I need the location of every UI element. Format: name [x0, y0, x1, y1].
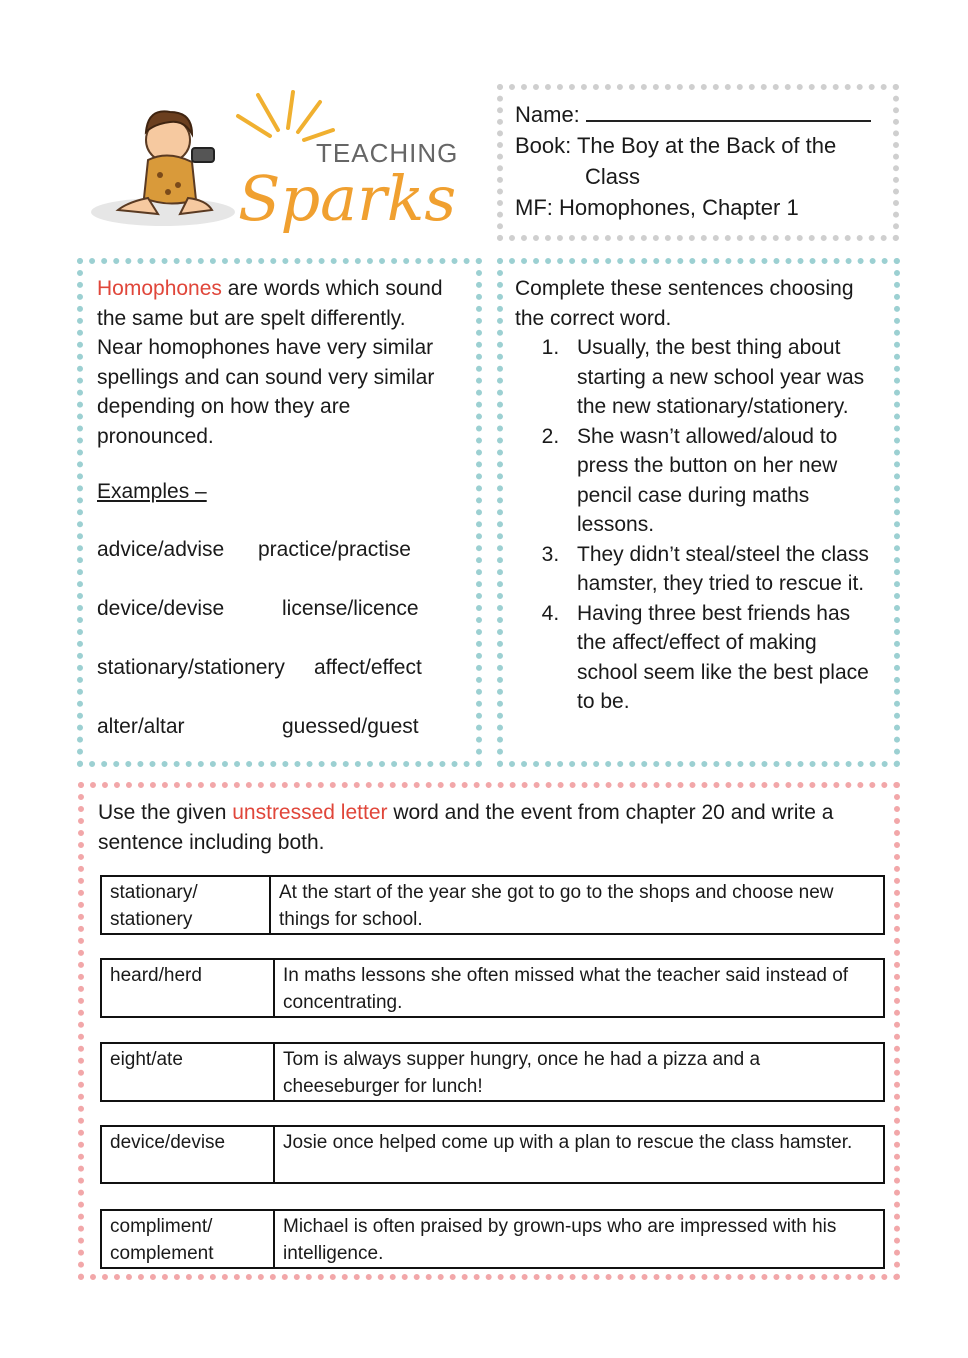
event-cell[interactable]: Michael is often praised by grown-ups who are impressed with his intelligence. — [274, 1210, 884, 1268]
definition-line: spellings and can sound very similar — [97, 365, 435, 389]
event-cell[interactable]: At the start of the year she got to go to the shops and choose new things for school. — [270, 876, 884, 934]
definition-line: Near homophones have very similar — [97, 336, 434, 359]
focus-title: MF: Homophones, Chapter 1 — [515, 195, 799, 220]
homophone-cell: compliment/ complement — [101, 1210, 274, 1268]
example-pair: advice/advise practice/practise — [97, 537, 411, 561]
sentence-exercise-box — [497, 258, 900, 767]
task-instructions: Use the given unstressed letter word and the event from chapter 20 and write a sentence including both. — [98, 801, 834, 854]
example-pair: alter/altar guessed/guest — [97, 714, 419, 738]
book-title-continued: Class — [585, 164, 641, 189]
event-cell[interactable]: In maths lessons she often missed what the teacher said instead of concentrating. — [274, 959, 884, 1017]
event-cell[interactable]: Tom is always supper hungry, once he had a pizza and a cheeseburger for lunch! — [274, 1043, 884, 1101]
task-row-table — [100, 1125, 885, 1184]
table-row — [101, 876, 884, 934]
table-row — [101, 1210, 884, 1268]
examples-heading: Examples – — [97, 480, 207, 503]
exercise-list — [515, 333, 882, 717]
homophones-term: Homophones — [97, 277, 222, 300]
homophone-cell: heard/herd — [101, 959, 274, 1017]
task-row-table — [100, 1042, 885, 1102]
definition-line: the same but are spelt differently. — [97, 306, 406, 330]
homophone-cell: device/devise — [101, 1126, 274, 1183]
example-pair: device/devise license/licence — [97, 596, 419, 620]
unstressed-letter-term: unstressed letter — [232, 801, 388, 824]
table-row — [101, 1043, 884, 1101]
logo-word-sparks: Sparks — [238, 162, 457, 235]
homophone-cell: eight/ate — [101, 1043, 274, 1101]
teaching-sparks-logo — [88, 90, 463, 235]
spark-rays-icon — [238, 92, 333, 140]
name-row: Name: — [515, 98, 881, 130]
task-row-table — [100, 875, 885, 935]
exercise-item: 4. Having three best friends has the affect/effect of making school seem like the best place to be. — [565, 599, 882, 717]
writing-task-box — [78, 782, 900, 1280]
event-cell[interactable]: Josie once helped come up with a plan to rescue the class hamster. — [274, 1126, 884, 1183]
homophone-cell: stationary/ stationery — [101, 876, 270, 934]
task-row-table — [100, 1209, 885, 1269]
task-row-table — [100, 958, 885, 1018]
table-row — [101, 959, 884, 1017]
caveman-icon — [118, 111, 214, 214]
exercise-instructions: Complete these sentences choosing the correct word. — [515, 277, 854, 330]
homophones-info-box — [77, 258, 482, 767]
student-info-box — [497, 84, 899, 241]
name-blank[interactable] — [586, 98, 871, 122]
exercise-item: 2. She wasn’t allowed/aloud to press the button on her new pencil case during maths lessons. — [565, 422, 882, 540]
definition-line-1: Homophones are words which sound — [97, 277, 443, 300]
definition-line: pronounced. — [97, 424, 214, 448]
exercise-item: 3. They didn’t steal/steel the class hamster, they tried to rescue it. — [565, 540, 882, 599]
example-pair: stationary/stationery affect/effect — [97, 655, 422, 679]
table-row — [101, 1126, 884, 1183]
exercise-item: 1. Usually, the best thing about starting a new school year was the new stationary/stationery. — [565, 333, 882, 422]
definition-line: depending on how they are — [97, 395, 351, 418]
logo-word-teaching: TEACHING — [316, 138, 459, 168]
book-title: Book: The Boy at the Back of the — [515, 133, 837, 158]
